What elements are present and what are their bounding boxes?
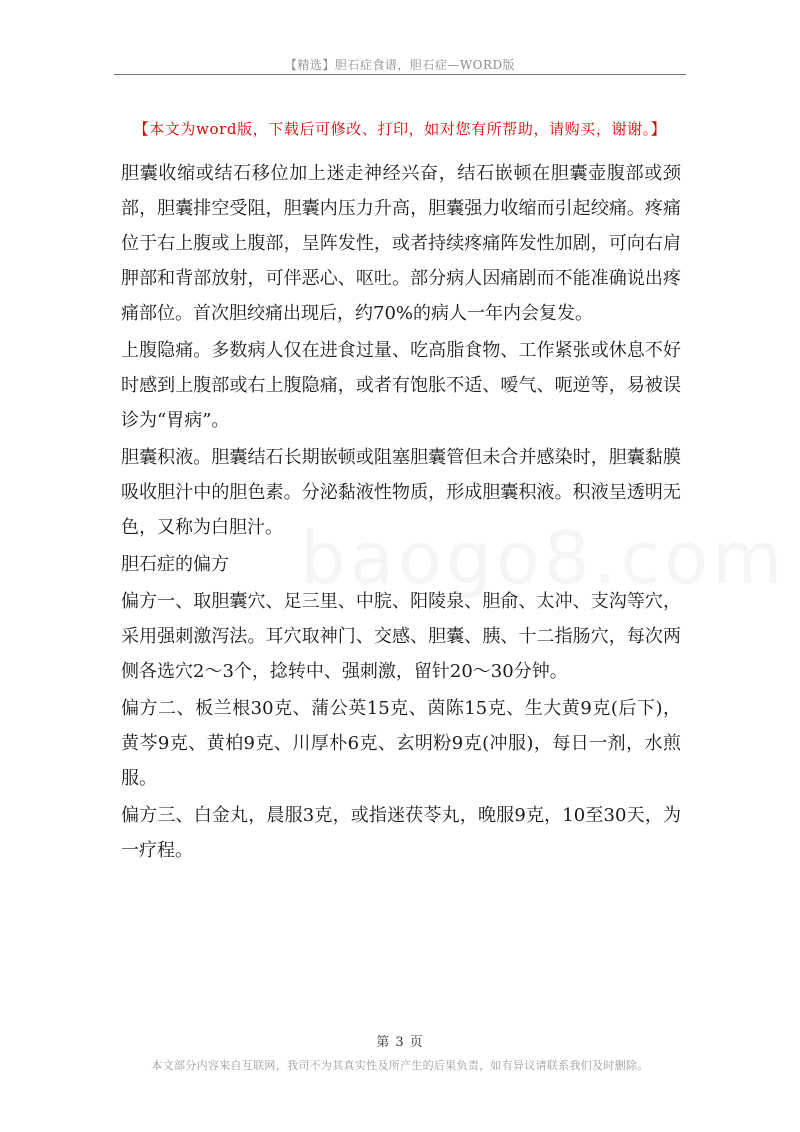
paragraph-remedy-three: 偏方三、白金丸，晨服3克，或指迷茯苓丸，晚服9克，10至30天，为一疗程。 (121, 805, 681, 861)
page-header-title: 【精选】胆石症食谱，胆石症—WORD版 (284, 58, 516, 72)
download-notice: 【本文为word版，下载后可修改、打印，如对您有所帮助，请购买，谢谢。】 (133, 120, 667, 138)
paragraph-remedy-two: 偏方二、板兰根30克、蒲公英15克、茵陈15克、生大黄9克(后下)，黄芩9克、黄柏9克、川厚朴6克、玄明粉9克(冲服)，每日一剂，水煎服。 (121, 698, 681, 789)
footer-disclaimer: 本文部分内容来自互联网，我司不为其真实性及所产生的后果负责，如有异议请联系我们及时删除。 (151, 1059, 649, 1072)
document-body (121, 156, 681, 870)
paragraph-remedy-one: 偏方一、取胆囊穴、足三里、中脘、阳陵泉、胆俞、太冲、支沟等穴，采用强刺激泻法。耳穴取神门、交感、胆囊、胰、十二指肠穴，每次两侧各选穴2～3个，捻转中、强刺激，留针20～30分钟。 (121, 591, 681, 682)
paragraph-biliary-colic: 胆囊收缩或结石移位加上迷走神经兴奋，结石嵌顿在胆囊壶腹部或颈部，胆囊排空受阻，胆囊内压力升高，胆囊强力收缩而引起绞痛。疼痛位于右上腹或上腹部，呈阵发性，或者持续疼痛阵发性加剧，可向右肩胛部和背部放射，可伴恶心、呕吐。部分病人因痛剧而不能准确说出疼痛部位。首次胆绞痛出现后，约70%的病人一年内会复发。 (121, 163, 681, 324)
page-number: 第 3 页 (376, 1035, 424, 1050)
section-heading-folk-remedies: 胆石症的偏方 (121, 554, 229, 575)
paragraph-upper-abdominal-pain: 上腹隐痛。多数病人仅在进食过量、吃高脂食物、工作紧张或休息不好时感到上腹部或右上腹隐痛，或者有饱胀不适、嗳气、呃逆等，易被误诊为“胃病”。 (121, 340, 681, 431)
paragraph-gallbladder-effusion: 胆囊积液。胆囊结石长期嵌顿或阻塞胆囊管但未合并感染时，胆囊黏膜吸收胆汁中的胆色素。分泌黏液性物质，形成胆囊积液。积液呈透明无色，又称为白胆汁。 (121, 447, 681, 538)
watermark: baogo8.com (300, 516, 787, 600)
header-divider (114, 74, 686, 75)
